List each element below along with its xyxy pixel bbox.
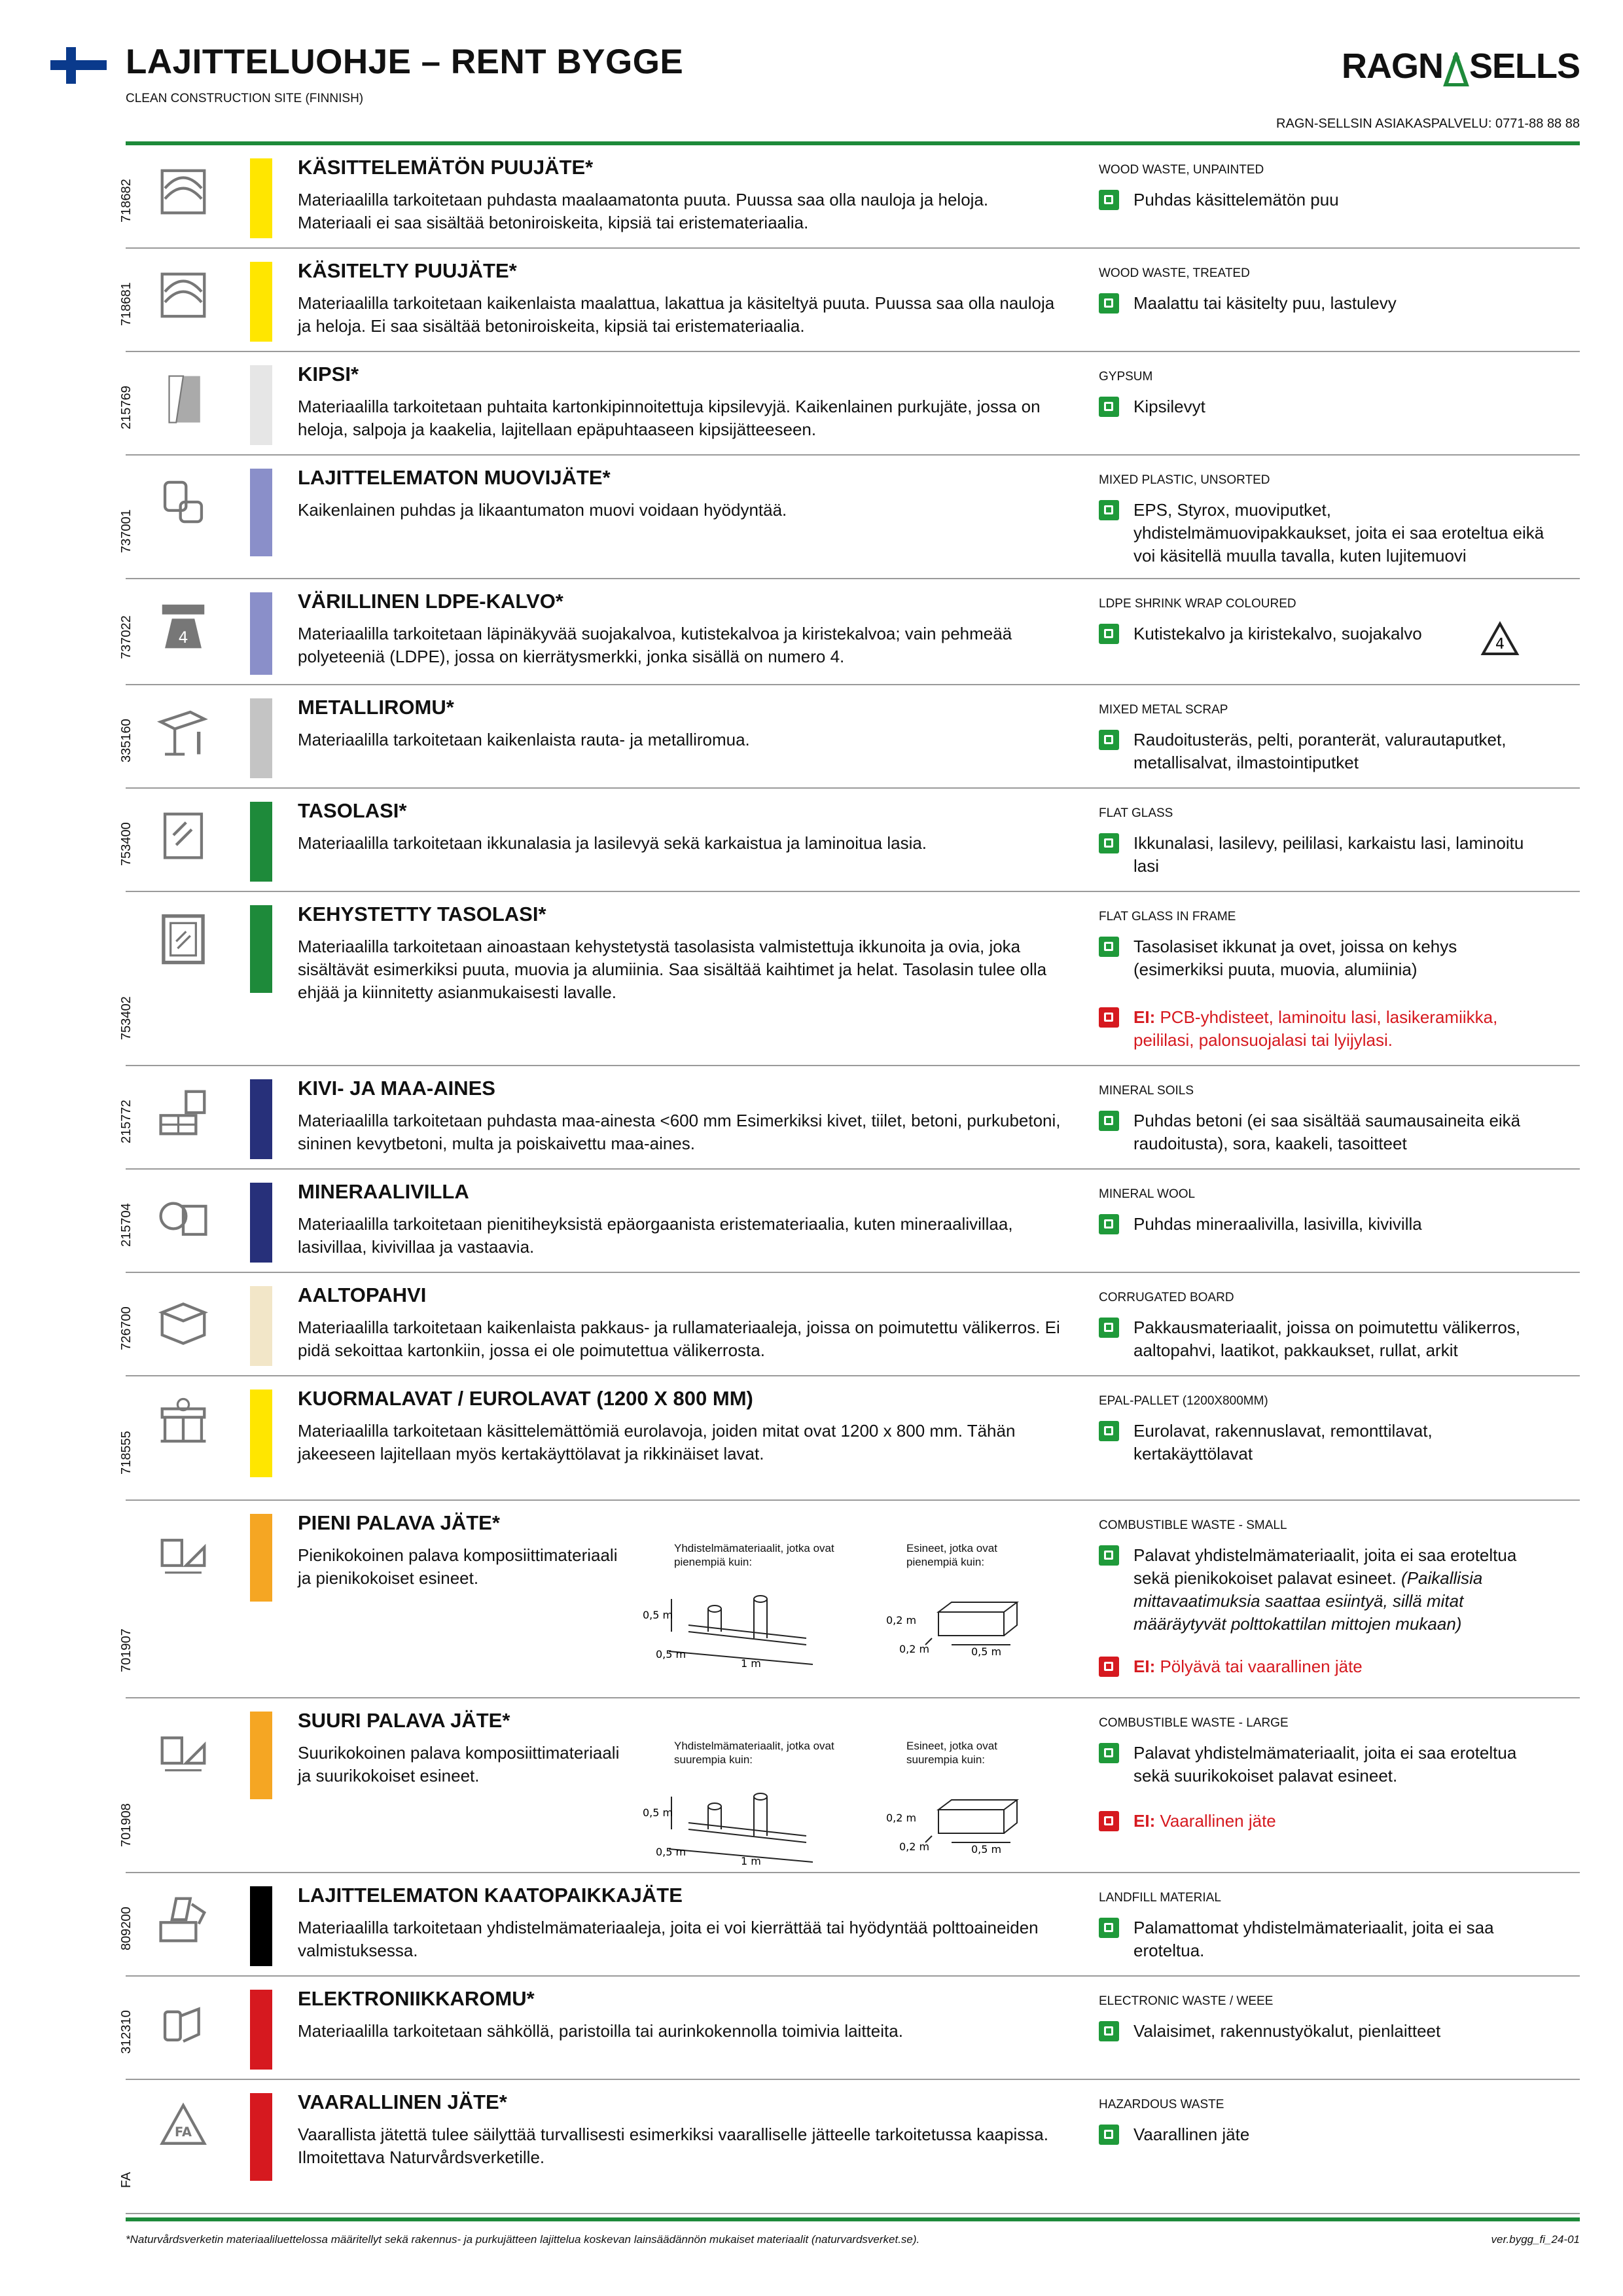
thumbs-down-icon [1099,1657,1119,1677]
waste-row [119,145,1580,249]
waste-row [119,1170,1580,1273]
box-diagram [886,1790,1043,1859]
waste-row [119,579,1580,685]
rejected-items: EI: Pölyävä tai vaarallinen jäte [1099,1655,1550,1678]
object-size-label: Esineet, jotka ovat pienempiä kuin: [906,1542,997,1568]
waste-icon [155,1995,211,2051]
thumbs-up-icon [1099,1318,1119,1338]
waste-category: WOOD WASTE, TREATED [1099,266,1250,280]
waste-description: Vaarallista jätettä tulee säilyttää turvallisesti esimerkiksi vaaralliselle jätteelle tarkoitetussa kaapissa. Ilmoitettava Naturvårdsverketille. [298,2125,1048,2167]
accepted-items: Ikkunalasi, lasilevy, peililasi, karkaistu lasi, laminoitu lasi [1099,832,1550,878]
waste-code: 701907 [119,1628,134,1672]
accepted-items: Raudoitusteräs, pelti, poranterät, valurautaputket, metallisalvat, ilmastointiputket [1099,728,1550,774]
waste-description: Materiaalilla tarkoitetaan läpinäkyvää suojakalvoa, kutistekalvoa ja kiristekalvoa; vain pehmeää polyeteeniä (LDPE), jossa on kierrätysmerkki, jonka sisällä on numero 4. [298,624,1012,666]
waste-code: 753400 [119,822,134,866]
waste-icon [155,910,211,967]
waste-icon [155,704,211,760]
waste-row [119,1977,1580,2080]
page-subtitle: CLEAN CONSTRUCTION SITE (FINNISH) [126,92,364,105]
waste-row [119,892,1580,1066]
waste-category: MIXED METAL SCRAP [1099,703,1228,717]
waste-category: GYPSUM [1099,370,1153,384]
svg-text:0,2 m: 0,2 m [899,1840,930,1853]
svg-text:0,2 m: 0,2 m [886,1614,917,1626]
waste-category: LANDFILL MATERIAL [1099,1891,1221,1905]
waste-icon [155,807,211,863]
waste-code: 753402 [119,996,134,1040]
thumbs-up-icon [1099,500,1119,520]
waste-description: Materiaalilla tarkoitetaan puhtaita kartonkipinnoitettuja kipsilevyjä. Kaikenlainen purkujäte, jossa on heloja, salpoja ja kaakelia, lajitellaan epäpuhtaaseen kipsijätteeseen. [298,397,1041,439]
waste-icon [155,267,211,323]
footer-divider [126,2217,1580,2221]
color-strip [250,262,272,342]
color-strip [250,1990,272,2070]
waste-code: 335160 [119,719,134,762]
waste-row [119,1873,1580,1977]
waste-icon [155,474,211,530]
waste-description: Materiaalilla tarkoitetaan puhdasta maalaamatonta puuta. Puussa saa olla nauloja ja heloja. Materiaali ei saa sisältää betoniroiskeita, kipsiä tai eristemateriaalia. [298,190,989,232]
color-strip [250,2093,272,2181]
waste-row [119,1698,1580,1873]
thumbs-up-icon [1099,937,1119,957]
waste-row [119,249,1580,352]
color-strip [250,469,272,556]
waste-code: 726700 [119,1306,134,1350]
waste-description: Materiaalilla tarkoitetaan puhdasta maa-ainesta <600 mm Esimerkiksi kivet, tiilet, betoni, purkubetoni, sininen kevytbetoni, multa ja poiskaivettu maa-aines. [298,1111,1061,1153]
waste-title: KIVI- JA MAA-AINES [298,1077,495,1100]
thumbs-up-icon [1099,1545,1119,1566]
row-divider [126,2213,1580,2214]
waste-code: 737022 [119,615,134,659]
waste-category: FLAT GLASS IN FRAME [1099,910,1236,924]
waste-description: Pienikokoinen palava komposiittimateriaali ja pienikokoiset esineet. [298,1545,618,1588]
accepted-items: Kutistekalvo ja kiristekalvo, suojakalvo [1099,622,1550,645]
color-strip [250,1390,272,1477]
box-diagram [886,1592,1043,1661]
thumbs-down-icon [1099,1007,1119,1028]
accepted-items: Maalattu tai käsitelty puu, lastulevy [1099,292,1550,315]
waste-description: Materiaalilla tarkoitetaan ikkunalasia ja lasilevyä sekä karkaistua ja laminoitua lasia. [298,833,927,853]
waste-category: COMBUSTIBLE WASTE - SMALL [1099,1518,1287,1532]
color-strip [250,1183,272,1263]
thumbs-up-icon [1099,293,1119,314]
waste-code: 718555 [119,1431,134,1475]
waste-row [119,456,1580,579]
waste-description: Materiaalilla tarkoitetaan kaikenlaista maalattua, lakattua ja käsiteltyä puuta. Puussa saa olla nauloja ja heloja. Ei saa sisältää betoniroiskeita, kipsiä tai eristemateriaalia. [298,293,1055,336]
thumbs-up-icon [1099,1918,1119,1938]
color-strip [250,1514,272,1602]
svg-text:0,5 m: 0,5 m [656,1648,687,1660]
color-strip [250,1712,272,1799]
composite-size-label: Yhdistelmämateriaalit, jotka ovat suurempia kuin: [674,1740,834,1766]
svg-text:0,2 m: 0,2 m [886,1812,917,1824]
waste-icon [155,598,211,654]
waste-description: Suurikokoinen palava komposiittimateriaali ja suurikokoiset esineet. [298,1743,620,1785]
color-strip [250,365,272,445]
accepted-items: Palavat yhdistelmämateriaalit, joita ei saa eroteltua sekä pienikokoiset palavat esineet. (Paikallisia mittavaatimuksia saattaa esiintyä, sillä mitat määräytyvät polttokattilan mittojen mukaan) [1099,1544,1550,1636]
svg-text:0,5 m: 0,5 m [971,1843,1002,1856]
waste-icon [155,1395,211,1451]
color-strip [250,698,272,778]
waste-category: HAZARDOUS WASTE [1099,2098,1224,2111]
accepted-items: Eurolavat, rakennuslavat, remonttilavat, kertakäyttölavat [1099,1420,1550,1465]
waste-icon [155,164,211,220]
waste-icon [155,1188,211,1244]
waste-description: Materiaalilla tarkoitetaan kaikenlaista pakkaus- ja rullamateriaaleja, joissa on poimutettu välikerros. Ei pidä sekoittaa kartonkiin, jossa ei ole poimutettua välikerrosta. [298,1318,1060,1360]
waste-description: Materiaalilla tarkoitetaan sähköllä, paristoilla tai aurinkokennolla toimivia laitteita. [298,2021,903,2041]
waste-title: SUURI PALAVA JÄTE* [298,1709,510,1732]
waste-description: Materiaalilla tarkoitetaan yhdistelmämateriaaleja, joita ei voi kierrättää tai hyödyntää polttoaineiden valmistuksessa. [298,1918,1039,1960]
accepted-items: Vaarallinen jäte [1099,2123,1550,2146]
rejected-items: EI: Vaarallinen jäte [1099,1810,1550,1833]
waste-description: Materiaalilla tarkoitetaan pienitiheyksistä epäorgaanista eristemateriaalia, kuten mineraalivillaa, lasivillaa, kivivillaa ja vastaavia. [298,1214,1013,1257]
waste-code: 737001 [119,509,134,553]
waste-description: Materiaalilla tarkoitetaan ainoastaan kehystetystä tasolasista valmistettuja ikkunoita ja ovia, joka sisältävät esimerkiksi puuta, muovia ja alumiinia. Saa sisältää kaihtimet ja helat. Tasolasin tulee olla ehjää ja kiinnitetty asianmukaisesti lavalle. [298,937,1047,1002]
thumbs-up-icon [1099,2125,1119,2145]
accepted-items: Puhdas betoni (ei saa sisältää saumausaineita eikä raudoitusta), sora, kaakeli, tasoitteet [1099,1109,1550,1155]
waste-row [119,685,1580,789]
waste-title: VÄRILLINEN LDPE-KALVO* [298,590,563,613]
color-strip [250,1886,272,1966]
waste-icon [155,1519,211,1575]
waste-icon [155,1085,211,1141]
waste-row [119,789,1580,892]
waste-title: KEHYSTETTY TASOLASI* [298,903,546,925]
thumbs-up-icon [1099,2021,1119,2041]
color-strip [250,802,272,882]
page-title: LAJITTELUOHJE – RENT BYGGE [126,43,684,81]
thumbs-down-icon [1099,1811,1119,1831]
waste-title: PIENI PALAVA JÄTE* [298,1511,500,1534]
waste-icon [155,1291,211,1348]
waste-icon [155,1892,211,1948]
waste-code: 701908 [119,1803,134,1847]
footnote: *Naturvårdsverketin materiaaliluettelossa määritellyt sekä rakennus- ja purkujätteen lajittelua koskevan lainsäädännön mukaiset materiaalit (naturvardsverket.se). [126,2233,920,2246]
thumbs-up-icon [1099,1111,1119,1131]
ragn-sells-logo: RAGN SELLS [1341,46,1580,86]
thumbs-up-icon [1099,1214,1119,1234]
waste-title: LAJITTELEMATON MUOVIJÄTE* [298,466,611,489]
waste-row [119,1066,1580,1170]
waste-row [119,1273,1580,1376]
svg-text:FA: FA [175,2125,192,2140]
waste-title: ELEKTRONIIKKAROMU* [298,1987,535,2010]
waste-title: KÄSITELTY PUUJÄTE* [298,259,517,282]
thumbs-up-icon [1099,1421,1119,1441]
waste-category: ELECTRONIC WASTE / WEEE [1099,1994,1274,2008]
thumbs-up-icon [1099,397,1119,417]
color-strip [250,592,272,675]
thumbs-up-icon [1099,1743,1119,1763]
thumbs-up-icon [1099,624,1119,644]
pipes-diagram [643,1784,904,1872]
accepted-items: Palamattomat yhdistelmämateriaalit, joita ei saa eroteltua. [1099,1916,1550,1962]
waste-category: CORRUGATED BOARD [1099,1291,1234,1304]
waste-title: AALTOPAHVI [298,1283,427,1306]
accepted-items: Puhdas käsittelemätön puu [1099,188,1550,211]
ldpe-recycling-icon [1480,621,1520,661]
rejected-items: EI: PCB-yhdisteet, laminoitu lasi, lasikeramiikka, peililasi, palonsuojalasi tai lyijylasi. [1099,1006,1550,1052]
version: ver.bygg_fi_24-01 [1491,2233,1580,2246]
customer-service: RAGN-SELLSIN ASIAKASPALVELU: 0771-88 88 88 [1276,117,1580,131]
waste-description: Materiaalilla tarkoitetaan käsittelemättömiä eurolavoja, joiden mitat ovat 1200 x 800 mm. Tähän jakeeseen lajitellaan myös kertakäyttölavat ja rikkinäiset lavat. [298,1421,1016,1463]
waste-category: COMBUSTIBLE WASTE - LARGE [1099,1716,1289,1730]
waste-title: KIPSI* [298,363,359,386]
waste-row [119,352,1580,456]
svg-text:4: 4 [178,628,188,647]
accepted-items: Tasolasiset ikkunat ja ovet, joissa on kehys (esimerkiksi puuta, muovia, alumiinia) [1099,935,1550,981]
waste-title: LAJITTELEMATON KAATOPAIKKAJÄTE [298,1884,683,1907]
waste-code: 215769 [119,386,134,429]
waste-category: FLAT GLASS [1099,806,1173,820]
thumbs-up-icon [1099,190,1119,210]
color-strip [250,158,272,238]
waste-category: EPAL-PALLET (1200X800MM) [1099,1394,1268,1408]
waste-code: 809200 [119,1907,134,1950]
waste-code: FA [119,2172,134,2188]
waste-title: MINERAALIVILLA [298,1180,469,1203]
waste-description: Kaikenlainen puhdas ja likaantumaton muovi voidaan hyödyntää. [298,500,787,520]
accepted-items: Valaisimet, rakennustyökalut, pienlaitteet [1099,2020,1550,2043]
waste-icon [155,2098,211,2155]
waste-category: LDPE SHRINK WRAP COLOURED [1099,597,1296,611]
waste-code: 215704 [119,1203,134,1247]
waste-row [119,1501,1580,1698]
svg-text:0,5 m: 0,5 m [643,1609,673,1621]
accepted-items: Puhdas mineraalivilla, lasivilla, kivivilla [1099,1213,1550,1236]
waste-category: MINERAL WOOL [1099,1187,1196,1201]
waste-title: KÄSITTELEMÄTÖN PUUJÄTE* [298,156,594,179]
svg-text:1 m: 1 m [741,1855,761,1867]
accepted-items: EPS, Styrox, muoviputket, yhdistelmämuovipakkaukset, joita ei saa eroteltua eikä voi käsitellä muulla tavalla, kuten lujitemuovi [1099,499,1550,567]
waste-category: MIXED PLASTIC, UNSORTED [1099,473,1270,487]
waste-row [119,1376,1580,1501]
accepted-items: Kipsilevyt [1099,395,1550,418]
svg-text:4: 4 [1495,636,1505,653]
waste-title: TASOLASI* [298,799,407,822]
waste-code: 718682 [119,179,134,223]
waste-category: MINERAL SOILS [1099,1084,1194,1098]
color-strip [250,905,272,993]
waste-code: 215772 [119,1100,134,1143]
waste-icon [155,1717,211,1773]
svg-text:0,2 m: 0,2 m [899,1643,930,1655]
finnish-flag [50,47,107,84]
thumbs-up-icon [1099,730,1119,750]
accepted-items: Pakkausmateriaalit, joissa on poimutettu välikerros, aaltopahvi, laatikot, pakkaukset, rullat, arkit [1099,1316,1550,1362]
composite-size-label: Yhdistelmämateriaalit, jotka ovat pienempiä kuin: [674,1542,834,1568]
svg-text:0,5 m: 0,5 m [971,1645,1002,1658]
waste-title: KUORMALAVAT / EUROLAVAT (1200 X 800 MM) [298,1387,753,1410]
color-strip [250,1079,272,1159]
svg-text:1 m: 1 m [741,1657,761,1670]
color-strip [250,1286,272,1366]
waste-code: 718681 [119,282,134,326]
thumbs-up-icon [1099,833,1119,853]
svg-text:0,5 m: 0,5 m [643,1806,673,1819]
object-size-label: Esineet, jotka ovat suurempia kuin: [906,1740,997,1766]
waste-title: VAARALLINEN JÄTE* [298,2090,507,2113]
waste-icon [155,370,211,427]
accepted-items: Palavat yhdistelmämateriaalit, joita ei saa eroteltua sekä suurikokoiset palavat esineet. [1099,1742,1550,1787]
pipes-diagram [643,1586,904,1674]
waste-category: WOOD WASTE, UNPAINTED [1099,163,1264,177]
waste-row [119,2080,1580,2214]
waste-code: 312310 [119,2010,134,2054]
svg-text:0,5 m: 0,5 m [656,1846,687,1858]
waste-title: METALLIROMU* [298,696,454,719]
waste-description: Materiaalilla tarkoitetaan kaikenlaista rauta- ja metalliromua. [298,730,750,749]
